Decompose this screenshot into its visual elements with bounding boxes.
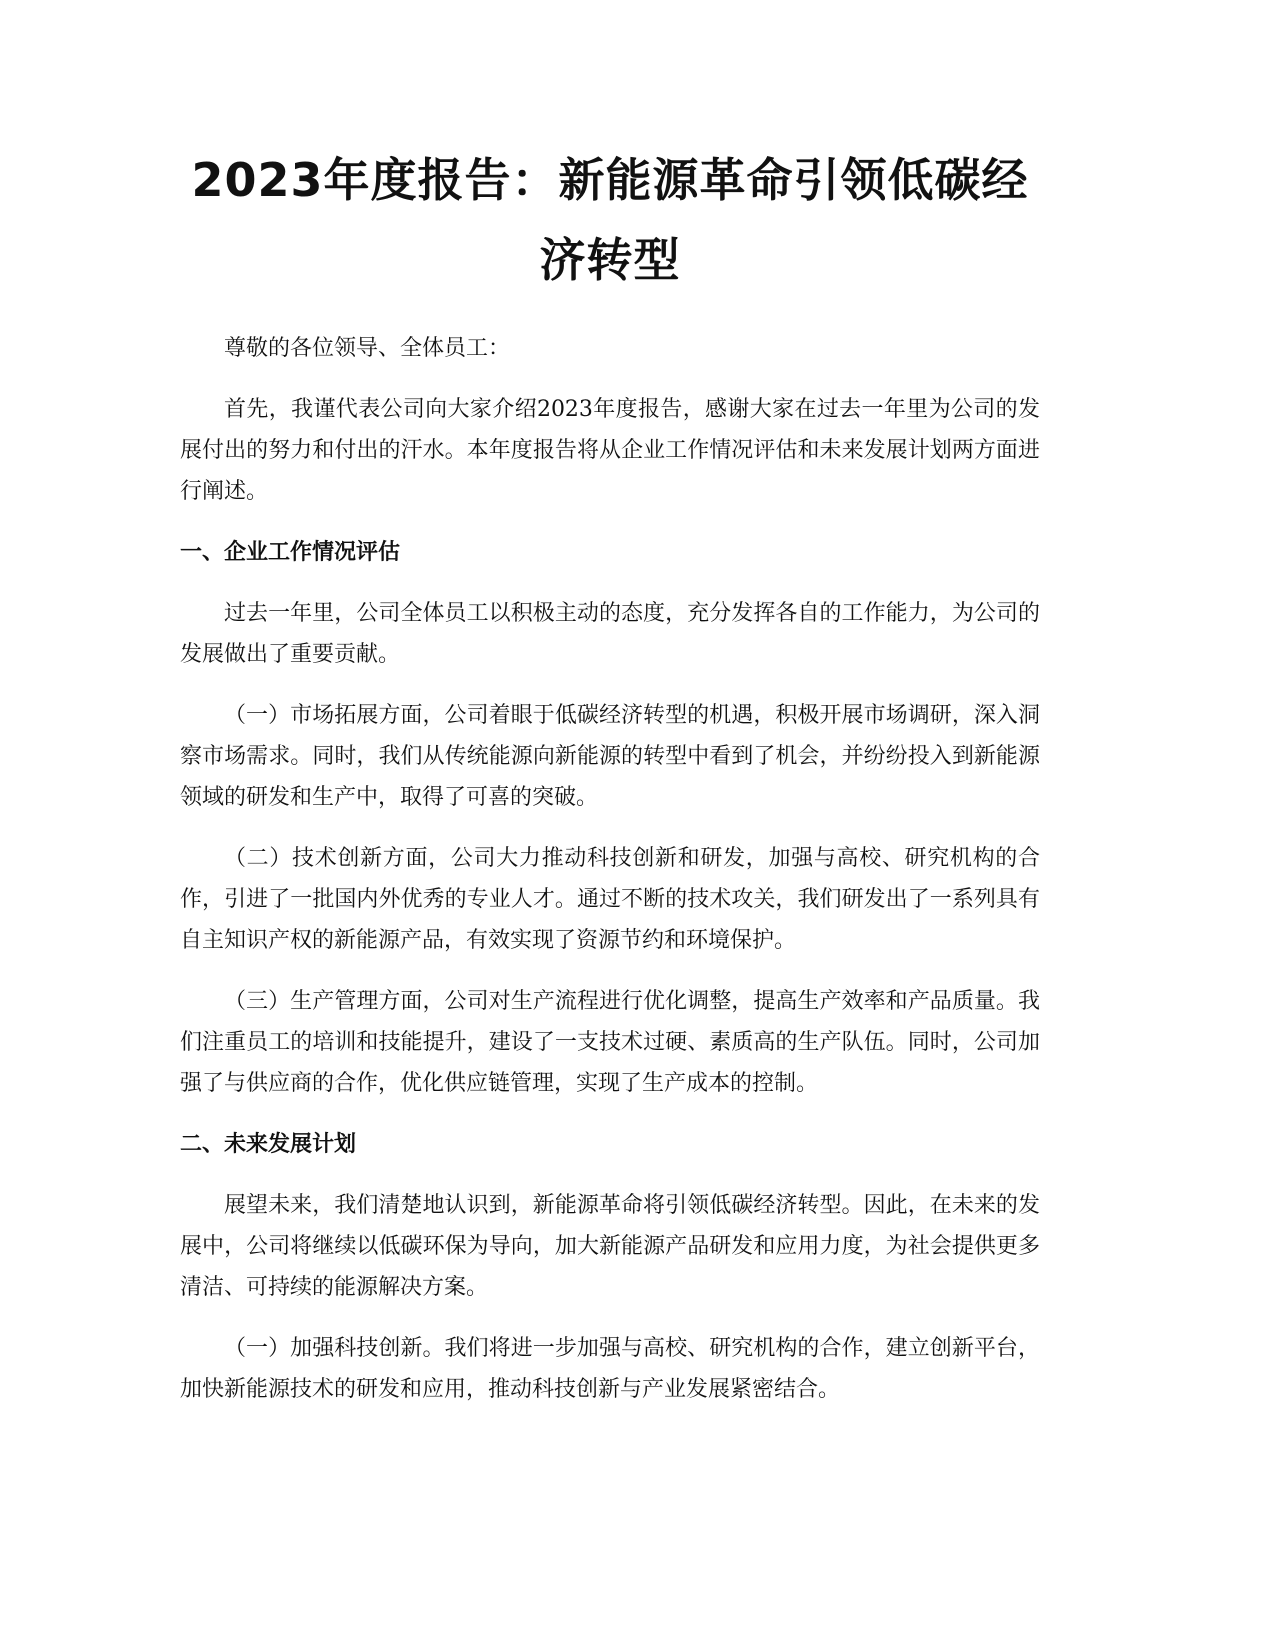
evaluation-paragraph-1: 过去一年里，公司全体员工以积极主动的态度，充分发挥各自的工作能力，为公司的发展做出了重要贡献。 (180, 601, 1040, 667)
document-title: 2023年度报告：新能源革命引领低碳经济转型 (191, 153, 1029, 287)
future-plan-paragraph-innovation: （一）加强科技创新。我们将进一步加强与高校、研究机构的合作，建立创新平台，加快新能源技术的研发和应用，推动科技创新与产业发展紧密结合。 (180, 1336, 1040, 1402)
section-heading-future-plan: 二、未来发展计划 (180, 1132, 357, 1157)
future-plan-paragraph-1: 展望未来，我们清楚地认识到，新能源革命将引领低碳经济转型。因此，在未来的发展中，公司将继续以低碳环保为导向，加大新能源产品研发和应用力度，为社会提供更多清洁、可持续的能源解决方案。 (180, 1193, 1040, 1300)
intro-paragraph: 首先，我谨代表公司向大家介绍2023年度报告，感谢大家在过去一年里为公司的发展付出的努力和付出的汗水。本年度报告将从企业工作情况评估和未来发展计划两方面进行阐述。 (180, 397, 1040, 504)
section-heading-evaluation: 一、企业工作情况评估 (180, 540, 401, 565)
document-page (180, 140, 1040, 1430)
evaluation-paragraph-production: （三）生产管理方面，公司对生产流程进行优化调整，提高生产效率和产品质量。我们注重员工的培训和技能提升，建设了一支技术过硬、素质高的生产队伍。同时，公司加强了与供应商的合作，优化供应链管理，实现了生产成本的控制。 (180, 989, 1040, 1096)
evaluation-paragraph-market: （一）市场拓展方面，公司着眼于低碳经济转型的机遇，积极开展市场调研，深入洞察市场需求。同时，我们从传统能源向新能源的转型中看到了机会，并纷纷投入到新能源领域的研发和生产中，取得了可喜的突破。 (180, 703, 1040, 810)
evaluation-paragraph-technology: （二）技术创新方面，公司大力推动科技创新和研发，加强与高校、研究机构的合作，引进了一批国内外优秀的专业人才。通过不断的技术攻关，我们研发出了一系列具有自主知识产权的新能源产品，有效实现了资源节约和环境保护。 (180, 846, 1040, 953)
greeting: 尊敬的各位领导、全体员工： (224, 336, 511, 361)
